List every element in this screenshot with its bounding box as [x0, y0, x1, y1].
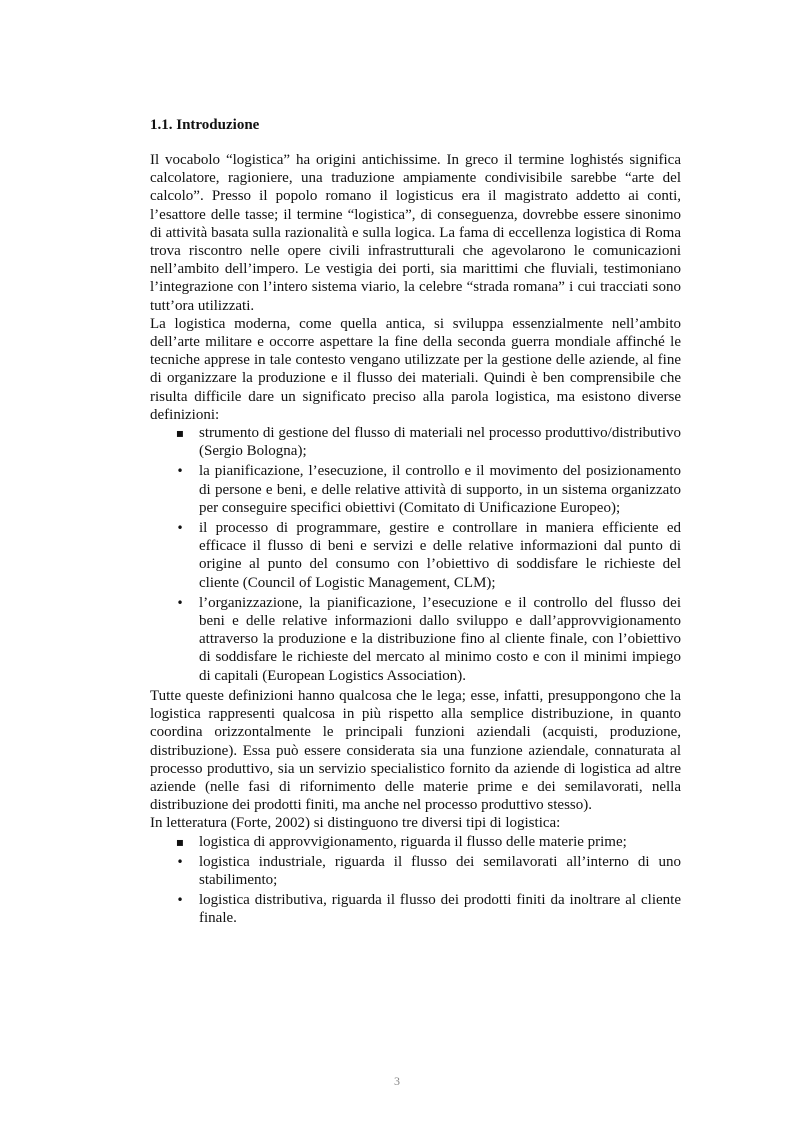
list-item-text: logistica di approvvigionamento, riguarda il flusso delle materie prime;: [199, 833, 627, 850]
list-item: [150, 833, 681, 851]
logistics-types-list: [150, 833, 681, 928]
round-bullet-icon: •: [176, 464, 184, 479]
list-item: [150, 853, 681, 889]
square-bullet-icon: ▪: [175, 834, 185, 849]
document-body: [150, 151, 681, 930]
section-heading: 1.1. Introduzione: [150, 117, 260, 133]
list-item-text: la pianificazione, l’esecuzione, il controllo e il movimento del posizionamento di persone e beni, e delle relative attività di supporto, in un sistema organizzato per conseguire specifici obiettivi (Comitato di Unificazione Europeo);: [199, 463, 681, 516]
paragraph-modern-logistics: La logistica moderna, come quella antica, si sviluppa essenzialmente nell’ambito dell’arte militare e occorre aspettare la fine della seconda guerra mondiale affinché le tecniche apprese in tale contesto vengano utilizzate per la gestione delle aziende, al fine di organizzare la produzione e il flusso dei materiali. Quindi è ben comprensibile che risulta difficile dare un significato preciso alla parola logistica, ma esistono diverse definizioni:: [150, 315, 681, 423]
square-bullet-icon: ▪: [175, 426, 185, 441]
list-item-text: strumento di gestione del flusso di materiali nel processo produttivo/distributivo (Sergio Bologna);: [199, 425, 681, 460]
list-item: [150, 594, 681, 685]
list-item: [150, 891, 681, 927]
definitions-list: [150, 424, 681, 685]
round-bullet-icon: •: [176, 854, 184, 869]
round-bullet-icon: •: [176, 595, 184, 610]
list-item-text: il processo di programmare, gestire e controllare in maniera efficiente ed efficace il flusso di beni e servizi e delle relative informazioni dal punto di origine al punto del consumo con l’obiettivo di soddisfare le richieste del cliente (Council of Logistic Management, CLM);: [199, 520, 681, 591]
page-number: 3: [394, 1074, 400, 1088]
list-item-text: l’organizzazione, la pianificazione, l’esecuzione e il controllo del flusso dei beni e delle relative informazioni dallo sviluppo e dall’approvvigionamento attraverso la produzione e la distribuzione fino al cliente finale, con l’obiettivo di soddisfare le richieste del mercato al minimo costo e con il minimi impiego di capitali (European Logistics Association).: [199, 594, 681, 684]
list-item: [150, 519, 681, 592]
round-bullet-icon: •: [176, 521, 184, 536]
paragraph-definitions-summary: Tutte queste definizioni hanno qualcosa che le lega; esse, infatti, presuppongono che la logistica rappresenti qualcosa in più rispetto alla semplice distribuzione, in quanto coordina orizzontalmente le principali funzioni aziendali (acquisti, produzione, distribuzione). Essa può essere considerata sia una funzione aziendale, connaturata al processo produttivo, sia un servizio specialistico fornito da aziende di logistica ad altre aziende (nelle fasi di rifornimento delle materie prime e dei semilavorati, nella distribuzione dei prodotti finiti, ma anche nel processo produttivo stesso).: [150, 687, 681, 814]
paragraph-origins: Il vocabolo “logistica” ha origini antichissime. In greco il termine loghistés significa calcolatore, ragioniere, una traduzione ampiamente condivisibile sarebbe “arte del calcolo”. Presso il popolo romano il logisticus era il magistrato addetto ai conti, l’esattore delle tasse; il termine “logistica”, di conseguenza, dovrebbe essere sinonimo di attività basata sulla razionalità e sulla logica. La fama di eccellenza logistica di Roma trova riscontro nelle opere civili infrastrutturali che agevolarono le comunicazioni nell’ambito dell’impero. Le vestigia dei porti, sia marittimi che fluviali, testimoniano l’integrazione con l’intero sistema viario, la celebre “strada romana” i cui tracciati sono tutt’ora utilizzati.: [150, 152, 681, 314]
paragraph-types-intro: In letteratura (Forte, 2002) si distinguono tre diversi tipi di logistica:: [150, 815, 561, 832]
list-item: [150, 462, 681, 517]
list-item-text: logistica distributiva, riguarda il flusso dei prodotti finiti da inoltrare al cliente finale.: [199, 892, 681, 927]
list-item: [150, 424, 681, 460]
list-item-text: logistica industriale, riguarda il flusso dei semilavorati all’interno di uno stabilimento;: [199, 853, 681, 888]
round-bullet-icon: •: [176, 893, 184, 908]
